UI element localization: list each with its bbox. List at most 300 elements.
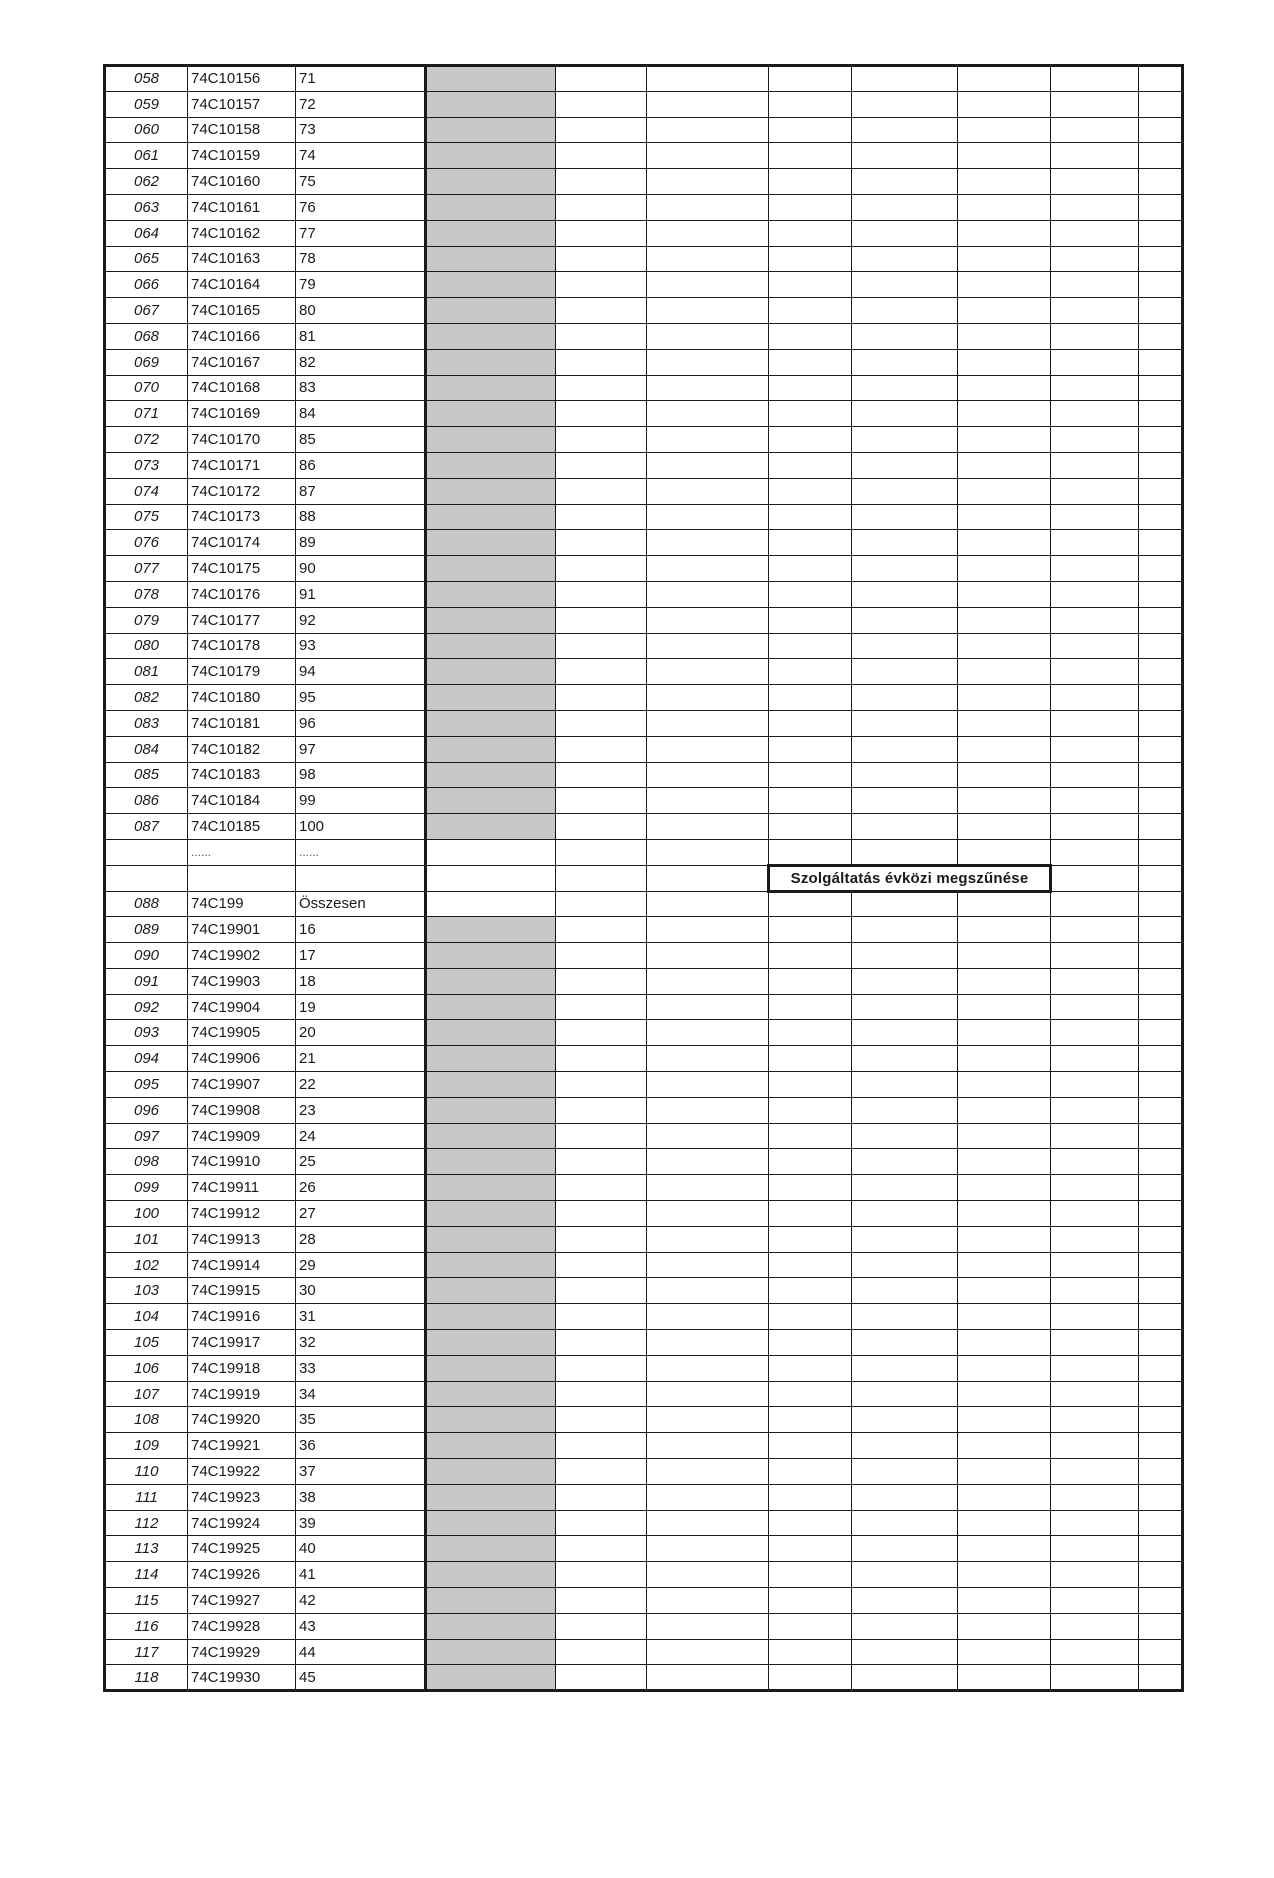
empty-cell [1139,1149,1183,1175]
empty-cell [852,220,958,246]
empty-cell [1051,401,1139,427]
table-row [105,1484,1183,1510]
note-label: Szolgáltatás évközi megszűnése [769,865,1051,891]
empty-cell [769,1407,852,1433]
table-row [105,143,1183,169]
row-number-cell: 096 [105,1097,188,1123]
empty-cell [1051,1433,1139,1459]
shaded-cell [426,891,556,917]
empty-cell [958,1484,1051,1510]
empty-cell [556,1355,647,1381]
row-number-cell: 103 [105,1278,188,1304]
empty-cell [1139,814,1183,840]
empty-cell [647,1484,769,1510]
empty-cell [769,1381,852,1407]
row-number-cell: 082 [105,685,188,711]
empty-cell [958,1355,1051,1381]
empty-cell [556,1201,647,1227]
empty-cell [556,117,647,143]
empty-cell [647,968,769,994]
empty-cell [647,1020,769,1046]
empty-cell [1139,298,1183,324]
empty-cell [556,323,647,349]
table-row [105,736,1183,762]
empty-cell [1139,1588,1183,1614]
row-value-cell: 79 [296,272,426,298]
shaded-cell [426,839,556,865]
row-value-cell: 77 [296,220,426,246]
empty-cell [647,1433,769,1459]
row-number-cell: 118 [105,1665,188,1691]
empty-cell [1051,891,1139,917]
empty-cell [958,788,1051,814]
row-value-cell: 88 [296,504,426,530]
row-number-cell: 112 [105,1510,188,1536]
empty-cell [769,91,852,117]
row-code-cell: 74C19926 [188,1562,296,1588]
row-value-cell: 36 [296,1433,426,1459]
shaded-cell [426,194,556,220]
empty-cell [647,891,769,917]
row-code-cell: 74C10184 [188,788,296,814]
empty-cell [1139,194,1183,220]
table-row [105,530,1183,556]
empty-cell [556,994,647,1020]
empty-cell [958,659,1051,685]
empty-cell [556,865,647,891]
empty-cell [1051,375,1139,401]
empty-cell [1051,581,1139,607]
empty-cell [647,788,769,814]
empty-cell [852,272,958,298]
empty-cell [769,1201,852,1227]
empty-cell [958,427,1051,453]
empty-cell [769,943,852,969]
empty-cell [769,323,852,349]
empty-cell [958,530,1051,556]
row-number-cell: 072 [105,427,188,453]
empty-cell [958,839,1051,865]
empty-cell [1051,1278,1139,1304]
empty-cell [647,685,769,711]
empty-cell [1139,66,1183,92]
empty-cell [1139,762,1183,788]
empty-cell [647,917,769,943]
row-code-cell: 74C19920 [188,1407,296,1433]
empty-cell [958,272,1051,298]
empty-cell [1051,143,1139,169]
empty-cell [769,1278,852,1304]
table-row [105,427,1183,453]
row-value-cell: 16 [296,917,426,943]
table-row [105,943,1183,969]
empty-cell [852,556,958,582]
empty-cell [1051,1639,1139,1665]
table-row [105,401,1183,427]
empty-cell [852,1175,958,1201]
empty-cell [769,1484,852,1510]
row-value-cell: 33 [296,1355,426,1381]
empty-cell [1139,581,1183,607]
empty-cell [852,1536,958,1562]
row-value-cell: 22 [296,1072,426,1098]
empty-cell [769,1304,852,1330]
table-row [105,607,1183,633]
row-number-cell: 087 [105,814,188,840]
shaded-cell [426,1097,556,1123]
table-row [105,349,1183,375]
empty-cell [1051,1536,1139,1562]
empty-cell [647,427,769,453]
shaded-cell [426,1433,556,1459]
empty-cell [1139,246,1183,272]
empty-cell [769,1020,852,1046]
empty-cell [852,1046,958,1072]
empty-cell [769,839,852,865]
empty-cell [958,117,1051,143]
shaded-cell [426,1459,556,1485]
empty-cell [958,736,1051,762]
empty-cell [1051,659,1139,685]
shaded-cell [426,272,556,298]
row-value-cell: 30 [296,1278,426,1304]
row-code-cell: 74C19905 [188,1020,296,1046]
empty-cell [647,633,769,659]
empty-cell [958,891,1051,917]
empty-cell [958,917,1051,943]
empty-cell [958,633,1051,659]
empty-cell [1051,1020,1139,1046]
empty-cell [769,298,852,324]
empty-cell [852,452,958,478]
row-code-cell: 74C10176 [188,581,296,607]
empty-cell [556,1226,647,1252]
shaded-cell [426,607,556,633]
row-value-cell: Összesen [296,891,426,917]
empty-cell [647,1613,769,1639]
empty-cell [1139,1304,1183,1330]
empty-cell [852,117,958,143]
empty-cell [1139,349,1183,375]
empty-cell [769,1433,852,1459]
empty-cell [958,1381,1051,1407]
row-value-cell: 26 [296,1175,426,1201]
empty-cell [852,710,958,736]
empty-cell [647,323,769,349]
table-row [105,246,1183,272]
shaded-cell [426,117,556,143]
table-row [105,1665,1183,1691]
row-number-cell: 065 [105,246,188,272]
empty-cell [852,1407,958,1433]
row-value-cell: 93 [296,633,426,659]
row-number-cell: 078 [105,581,188,607]
empty-cell [556,1407,647,1433]
row-value-cell: ...... [296,839,426,865]
empty-cell [556,1433,647,1459]
empty-cell [769,917,852,943]
empty-cell [958,1046,1051,1072]
empty-cell [1051,710,1139,736]
row-number-cell: 106 [105,1355,188,1381]
row-value-cell: 71 [296,66,426,92]
empty-cell [852,762,958,788]
shaded-cell [426,1149,556,1175]
row-code-cell: 74C10168 [188,375,296,401]
row-value-cell: 73 [296,117,426,143]
table-row [105,504,1183,530]
row-number-cell: 070 [105,375,188,401]
shaded-cell [426,452,556,478]
row-number-cell: 059 [105,91,188,117]
empty-cell [1051,349,1139,375]
empty-cell [852,349,958,375]
row-code-cell: 74C19902 [188,943,296,969]
row-code-cell: 74C10170 [188,427,296,453]
row-number-cell: 109 [105,1433,188,1459]
shaded-cell [426,1226,556,1252]
empty-cell [647,220,769,246]
empty-cell [958,1097,1051,1123]
empty-cell [556,762,647,788]
empty-cell [769,1588,852,1614]
row-number-cell: 077 [105,556,188,582]
empty-cell [647,581,769,607]
shaded-cell [426,943,556,969]
empty-cell [556,1097,647,1123]
row-code-cell: 74C10164 [188,272,296,298]
table-row [105,1226,1183,1252]
empty-cell [1051,1381,1139,1407]
empty-cell [769,66,852,92]
empty-cell [1051,66,1139,92]
row-code-cell: 74C19921 [188,1433,296,1459]
shaded-cell [426,349,556,375]
row-code-cell: 74C19912 [188,1201,296,1227]
empty-cell [852,917,958,943]
empty-cell [769,607,852,633]
empty-cell [958,323,1051,349]
empty-cell [958,143,1051,169]
row-code-cell: 74C19916 [188,1304,296,1330]
row-code-cell: 74C10158 [188,117,296,143]
empty-cell [556,1046,647,1072]
table-row [105,1355,1183,1381]
empty-cell [958,814,1051,840]
empty-cell [556,504,647,530]
empty-cell [852,401,958,427]
shaded-cell [426,246,556,272]
shaded-cell [426,659,556,685]
table-row [105,1020,1183,1046]
empty-cell [1051,788,1139,814]
empty-cell [647,943,769,969]
row-code-cell: 74C10177 [188,607,296,633]
empty-cell [852,246,958,272]
row-value-cell [296,865,426,891]
row-value-cell: 95 [296,685,426,711]
empty-cell [1139,452,1183,478]
empty-cell [647,349,769,375]
shaded-cell [426,917,556,943]
empty-cell [556,1149,647,1175]
row-code-cell: 74C19918 [188,1355,296,1381]
empty-cell [852,530,958,556]
row-value-cell: 78 [296,246,426,272]
empty-cell [1051,272,1139,298]
empty-cell [556,298,647,324]
empty-cell [647,865,769,891]
table-row [105,839,1183,865]
shaded-cell [426,1175,556,1201]
empty-cell [769,375,852,401]
empty-cell [1139,685,1183,711]
table-row [105,117,1183,143]
shaded-cell [426,788,556,814]
empty-cell [1139,220,1183,246]
row-number-cell: 073 [105,452,188,478]
row-number-cell: 081 [105,659,188,685]
empty-cell [769,968,852,994]
row-code-cell: 74C19911 [188,1175,296,1201]
empty-cell [769,1175,852,1201]
empty-cell [647,762,769,788]
row-code-cell: 74C10180 [188,685,296,711]
shaded-cell [426,375,556,401]
empty-cell [647,1330,769,1356]
empty-cell [1051,169,1139,195]
shaded-cell [426,1510,556,1536]
row-number-cell: 091 [105,968,188,994]
empty-cell [769,194,852,220]
empty-cell [1051,1613,1139,1639]
row-number-cell: 061 [105,143,188,169]
row-code-cell: 74C19927 [188,1588,296,1614]
table-row [105,1097,1183,1123]
empty-cell [958,1562,1051,1588]
empty-cell [647,659,769,685]
row-number-cell: 094 [105,1046,188,1072]
empty-cell [852,427,958,453]
row-number-cell: 079 [105,607,188,633]
table-row [105,1562,1183,1588]
table-row [105,478,1183,504]
empty-cell [1139,1097,1183,1123]
empty-cell [852,1149,958,1175]
empty-cell [769,633,852,659]
empty-cell [1139,323,1183,349]
row-number-cell: 090 [105,943,188,969]
empty-cell [852,1355,958,1381]
empty-cell [556,917,647,943]
empty-cell [647,272,769,298]
row-value-cell: 19 [296,994,426,1020]
table-row [105,814,1183,840]
empty-cell [1051,1304,1139,1330]
empty-cell [769,736,852,762]
empty-cell [852,736,958,762]
empty-cell [556,891,647,917]
empty-cell [958,298,1051,324]
empty-cell [958,452,1051,478]
row-value-cell: 37 [296,1459,426,1485]
empty-cell [1051,427,1139,453]
empty-cell [556,1510,647,1536]
empty-cell [1051,220,1139,246]
empty-cell [647,66,769,92]
empty-cell [1139,1639,1183,1665]
row-number-cell: 100 [105,1201,188,1227]
empty-cell [1139,1330,1183,1356]
empty-cell [1051,1226,1139,1252]
empty-cell [769,1562,852,1588]
row-code-cell: 74C10167 [188,349,296,375]
empty-cell [1139,788,1183,814]
empty-cell [769,143,852,169]
empty-cell [1051,530,1139,556]
empty-cell [1051,452,1139,478]
empty-cell [769,1149,852,1175]
table-row [105,581,1183,607]
empty-cell [556,581,647,607]
row-value-cell: 85 [296,427,426,453]
empty-cell [647,607,769,633]
empty-cell [1139,530,1183,556]
table-row [105,1407,1183,1433]
empty-cell [769,427,852,453]
empty-cell [556,788,647,814]
table-row [105,298,1183,324]
empty-cell [1139,968,1183,994]
shaded-cell [426,736,556,762]
shaded-cell [426,427,556,453]
row-number-cell: 111 [105,1484,188,1510]
row-value-cell: 40 [296,1536,426,1562]
row-value-cell: 76 [296,194,426,220]
empty-cell [647,1381,769,1407]
empty-cell [769,349,852,375]
shaded-cell [426,298,556,324]
row-number-cell: 086 [105,788,188,814]
empty-cell [556,401,647,427]
row-value-cell: 72 [296,91,426,117]
empty-cell [556,91,647,117]
empty-cell [1139,710,1183,736]
row-number-cell: 113 [105,1536,188,1562]
shaded-cell [426,143,556,169]
shaded-cell [426,530,556,556]
empty-cell [958,994,1051,1020]
table-row [105,1639,1183,1665]
empty-cell [1139,1536,1183,1562]
empty-cell [556,1639,647,1665]
shaded-cell [426,91,556,117]
empty-cell [852,1639,958,1665]
empty-cell [647,1123,769,1149]
empty-cell [647,530,769,556]
empty-cell [556,1252,647,1278]
shaded-cell [426,1020,556,1046]
row-number-cell: 085 [105,762,188,788]
row-code-cell: 74C19923 [188,1484,296,1510]
row-code-cell: 74C19908 [188,1097,296,1123]
row-value-cell: 74 [296,143,426,169]
empty-cell [1139,1175,1183,1201]
empty-cell [647,504,769,530]
empty-cell [1051,1123,1139,1149]
empty-cell [556,1072,647,1098]
row-value-cell: 97 [296,736,426,762]
